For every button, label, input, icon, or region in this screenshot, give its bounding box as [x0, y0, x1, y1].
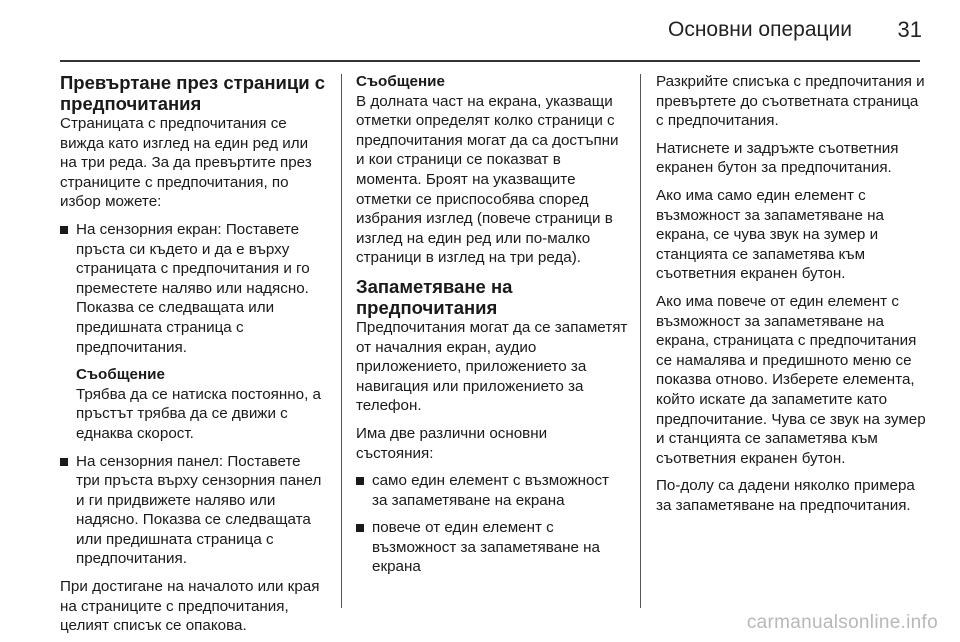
scroll-options-list [60, 220, 328, 569]
column-3 [656, 72, 930, 523]
note-text: В долната част на екрана, указващи отметки определят колко страници с предпочитания могат да са достъпни и кои страници се показват в момента. Броят на указващите отметки се приспособява според избрания изглед (повече страници в изглед на един ред или по-малко страници в изглед на три реда). [356, 92, 619, 267]
states-list [356, 471, 628, 577]
paragraph: Има две различни основни състояния: [356, 424, 548, 462]
header-rule [60, 60, 920, 62]
note-text: Трябва да се натиска постоянно, а пръстът трябва да се движи с еднаква скорост. [76, 385, 321, 442]
list-item-text: само един елемент с възможност за запаметяване на екрана [372, 472, 610, 509]
list-item-text: На сензорния екран: Поставете пръста си където и да е върху страницата с предпочитания и го преместете наляво или надясно. Показва се следващата или предишната страница с предпочитания. [76, 220, 310, 356]
note-block [76, 365, 328, 443]
page-header [0, 0, 960, 60]
bullet-square-icon [60, 226, 68, 234]
paragraph: Натиснете и задръжте съответния екранен бутон за предпочитания. [656, 139, 899, 177]
paragraph: Предпочитания могат да се запаметят от началния екран, аудио приложението, приложението за навигация или приложението за телефон. [356, 318, 628, 415]
paragraph: Ако има само един елемент с възможност за запаметяване на екрана, се чува звук на зумер и станцията се запаметява към съответния екранен бутон. [656, 186, 885, 283]
bullet-square-icon [60, 458, 68, 466]
page-number: 31 [897, 17, 922, 42]
paragraph: По-долу са дадени няколко примера за запаметяване на предпочитания. [656, 477, 915, 514]
column-2 [356, 72, 628, 585]
list-item-text: На сензорния панел: Поставете три пръста върху сензорния панел и ги придвижете наляво или надясно. Показва се следващата или предишната страница с предпочитания. [76, 452, 322, 568]
end-paragraph: При достигане на началото или края на страниците с предпочитания, целият списък се опакова. [60, 578, 320, 635]
list-item [356, 518, 628, 577]
section-heading-store-favourites: Запаметяване на предпочитания [356, 275, 513, 318]
list-item-text: повече от един елемент с възможност за запаметяване на екрана [372, 519, 601, 576]
page-title: Основни операции [667, 18, 852, 41]
list-item [356, 471, 628, 510]
list-item [60, 452, 328, 570]
section-heading-scroll-favourites: Превъртане през страници с предпочитания [60, 72, 326, 114]
note-title: Съобщение [76, 366, 165, 384]
bullet-square-icon [356, 477, 364, 485]
bullet-square-icon [356, 524, 364, 532]
list-item [60, 220, 328, 444]
column-divider-2 [640, 74, 641, 608]
paragraph: Ако има повече от един елемент с възможност за запаметяване на екрана, страницата с предпочитания се намалява и предишното меню се показва отново. Изберете елемента, който искате да запаметите като предпочитание. Чува се звук на зумер и станцията се запаметява към съответния екранен бутон. [656, 292, 926, 467]
note-title: Съобщение [356, 73, 445, 90]
intro-paragraph: Страницата с предпочитания се вижда като изглед на един ред или на три реда. За да превъртите през страниците с предпочитания, по избор можете: [60, 115, 312, 211]
paragraph: Разкрийте списъка с предпочитания и превъртете до съответната страница с предпочитания. [656, 73, 925, 130]
watermark: carmanualsonline.info [746, 612, 938, 633]
column-1 [60, 72, 328, 642]
column-divider-1 [341, 74, 342, 608]
